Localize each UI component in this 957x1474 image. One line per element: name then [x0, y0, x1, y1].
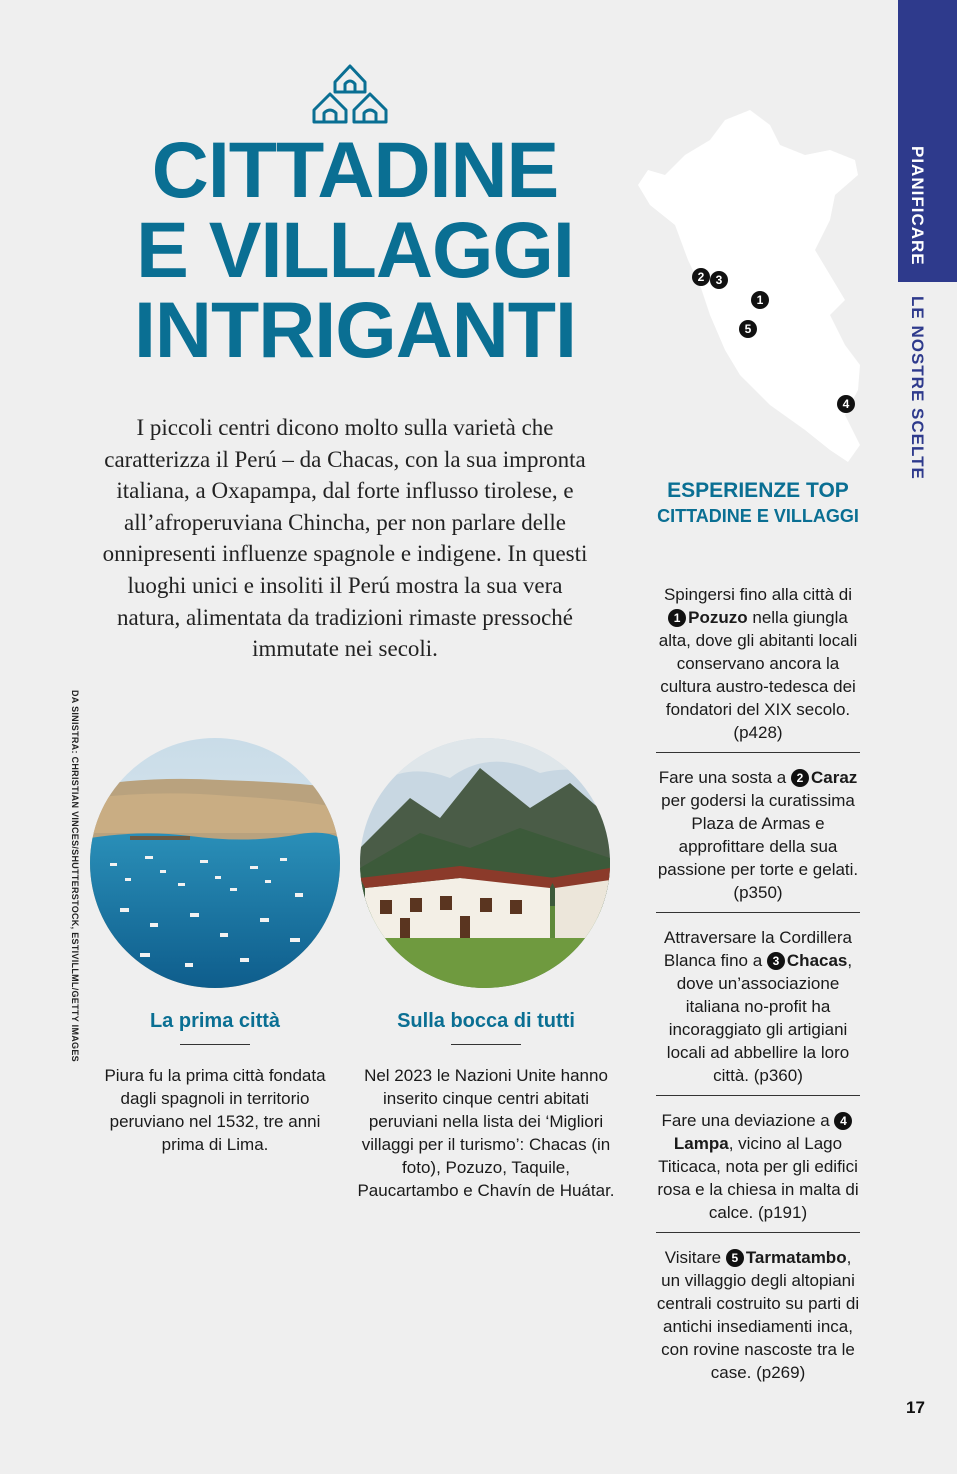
map-marker-4	[837, 395, 855, 413]
divider	[451, 1044, 521, 1045]
houses-icon	[310, 60, 390, 128]
map-marker-2	[692, 268, 710, 286]
svg-text:3: 3	[715, 273, 723, 287]
page-title	[60, 125, 650, 374]
title-line-3: INTRIGANTI	[133, 285, 576, 374]
peru-map	[630, 100, 870, 470]
divider	[180, 1044, 250, 1045]
card-text-everyone-talking: Nel 2023 le Nazioni Unite hanno inserito cinque centri abitati peruviani nella lista dei ‘Migliori villaggi per il turismo’: Chacas (in foto), Pozuzo, Taquile, Paucartambo e Chavín de Huátar.	[357, 1066, 615, 1200]
svg-text:2: 2	[697, 270, 705, 284]
page-number: 17	[906, 1398, 925, 1417]
top-experiences-list	[656, 580, 860, 1392]
list-item: Fare una sosta a 2 Caraz per godersi la curatissima Plaza de Armas e approfittare della sua passione per torte e gelati. (p350)	[656, 753, 860, 913]
top-experiences-heading-line-2: CITTADINE E VILLAGGI	[657, 506, 859, 526]
top-experiences-heading	[656, 478, 860, 529]
title-line-1: CITTADINE	[151, 125, 559, 214]
map-marker-1	[751, 291, 769, 309]
number-badge: 1	[668, 609, 686, 627]
map-marker-5	[739, 320, 757, 338]
place-name: Caraz	[811, 768, 858, 787]
svg-text:1: 1	[756, 293, 764, 307]
list-item: Fare una deviazione a 4Lampa, vicino al Lago Titicaca, nota per gli edifici rosa e la chiesa in malta di calce. (p191)	[656, 1096, 860, 1233]
map-marker-3	[710, 271, 728, 289]
number-badge: 5	[726, 1249, 744, 1267]
place-name: Lampa	[673, 1134, 729, 1153]
number-badge: 2	[791, 769, 809, 787]
village-photo	[360, 738, 610, 988]
harbour-photo	[90, 738, 340, 988]
number-badge: 4	[834, 1112, 852, 1130]
place-name: Chacas	[786, 951, 848, 970]
title-line-2: E VILLAGGI	[136, 205, 574, 294]
card-title-first-city: La prima città	[149, 1010, 281, 1032]
list-item: Spingersi fino alla città di 1 Pozuzo nella giungla alta, dove gli abitanti locali conservano ancora la cultura austro-tedesca dei fondatori del XIX secolo. (p428)	[656, 580, 860, 753]
subsection-label: LE NOSTRE SCELTE	[908, 296, 927, 480]
section-tab-label: PIANIFICARE	[908, 146, 927, 266]
intro-paragraph: I piccoli centri dicono molto sulla varietà che caratterizza il Perú – da Chacas, con la sua impronta italiana, a Oxapampa, dal forte influsso tirolese, e all’afroperuviana Chincha, per non parlare delle onnipresenti influenze spagnole e indigene. In questi luoghi unici e insoliti il Perú mostra la sua vera natura, alimentata da tradizioni rimaste pressoché immutate nei secoli.	[102, 415, 588, 662]
card-text-first-city: Piura fu la prima città fondata dagli spagnoli in territorio peruviano nel 1532, tre anni prima di Lima.	[104, 1066, 326, 1154]
svg-text:5: 5	[744, 322, 752, 336]
photo-credit: DA SINISTRA: CHRISTIAN VINCES/SHUTTERSTOCK, ESTIVILLML/GETTY IMAGES	[70, 690, 80, 1062]
number-badge: 3	[767, 952, 785, 970]
list-item: Visitare 5 Tarmatambo, un villaggio degli altopiani centrali costruito su parti di antichi insediamenti inca, con rovine nascoste tra le case. (p269)	[656, 1248, 860, 1382]
top-experiences-heading-line-1: ESPERIENZE TOP	[667, 479, 849, 502]
list-item: Attraversare la Cordillera Blanca fino a 3 Chacas, dove un’associazione italiana no-profit ha incoraggiato gli artigiani locali ad abbellire la loro città. (p360)	[656, 913, 860, 1096]
svg-text:4: 4	[842, 397, 850, 411]
place-name: Pozuzo	[688, 608, 748, 627]
place-name: Tarmatambo	[745, 1248, 847, 1267]
card-title-everyone-talking: Sulla bocca di tutti	[397, 1010, 575, 1032]
